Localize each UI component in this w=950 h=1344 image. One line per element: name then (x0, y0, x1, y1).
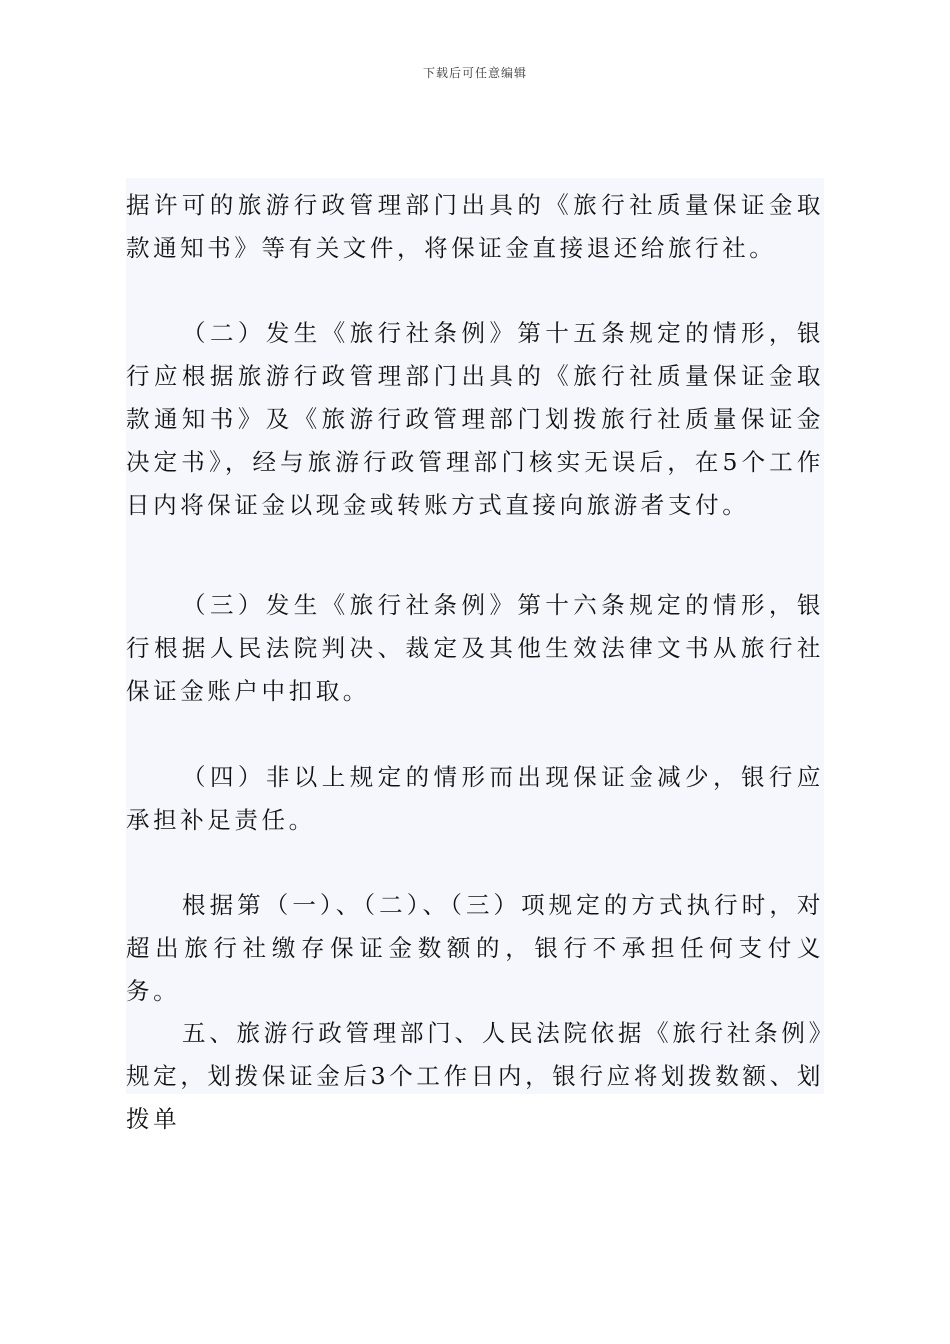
paragraph-6: 五、旅游行政管理部门、人民法院依据《旅行社条例》规定，划拨保证金后3个工作日内，银行应将划拨数额、划拨单 (126, 1019, 824, 1133)
paragraph-5: 根据第（一）、（二）、（三）项规定的方式执行时，对超出旅行社缴存保证金数额的，银行不承担任何支付义务。 (126, 891, 824, 1005)
page-header-note: 下载后可任意编辑 (422, 66, 527, 80)
paragraph-2: （二）发生《旅行社条例》第十五条规定的情形，银行应根据旅游行政管理部门出具的《旅行社质量保证金取款通知书》及《旅游行政管理部门划拨旅行社质量保证金决定书》，经与旅游行政管理部门核实无误后，在5个工作日内将保证金以现金或转账方式直接向旅游者支付。 (126, 319, 824, 519)
paragraph-3: （三）发生《旅行社条例》第十六条规定的情形，银行根据人民法院判决、裁定及其他生效法律文书从旅行社保证金账户中扣取。 (126, 591, 824, 705)
document-body (126, 178, 824, 1133)
paragraph-4: （四）非以上规定的情形而出现保证金减少，银行应承担补足责任。 (126, 763, 824, 834)
paragraph-1: 据许可的旅游行政管理部门出具的《旅行社质量保证金取款通知书》等有关文件，将保证金直接退还给旅行社。 (126, 191, 824, 262)
